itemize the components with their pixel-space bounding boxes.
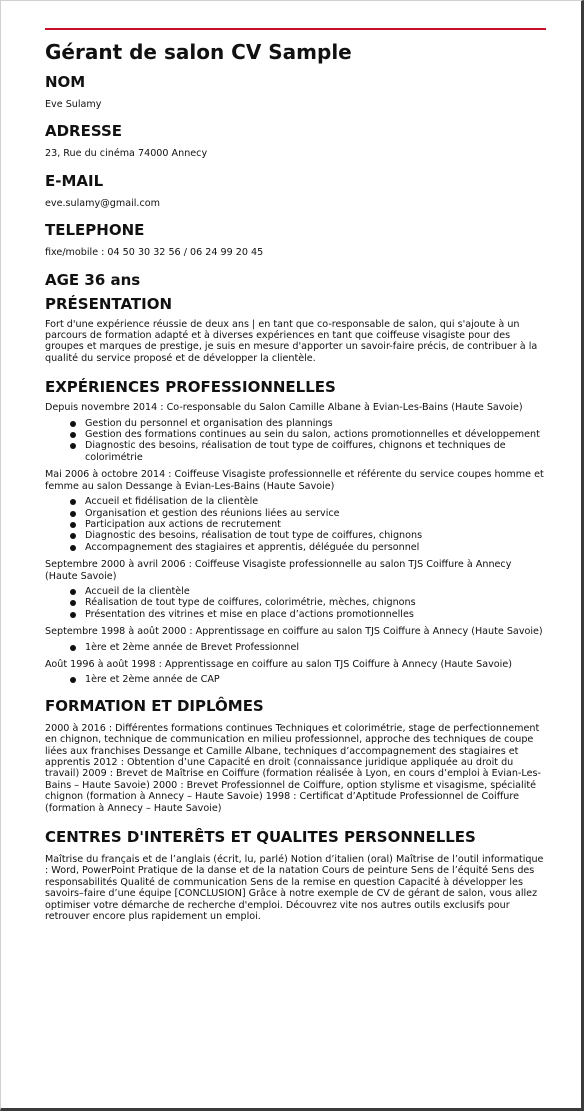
task-text: Accompagnement des stagiaires et apprentis, déléguée du personnel [85, 541, 420, 553]
job-tasks [45, 674, 545, 685]
list-item [85, 586, 545, 597]
bullet-icon [70, 421, 76, 427]
list-item [85, 496, 545, 507]
bullet-icon [70, 677, 76, 683]
job-title: Depuis novembre 2014 : Co-responsable du Salon Camille Albane à Evian-Les-Bains (Haute Savoie) [45, 402, 523, 414]
bullet-icon [70, 511, 76, 517]
job-entry [45, 469, 545, 553]
list-item [85, 609, 545, 620]
bullet-icon [70, 600, 76, 606]
formation-text: 2000 à 2016 : Différentes formations continues Techniques et colorimétrie, stage de perfectionnement en chignon, technique de communication en milieu professionnel, approche des techniques de coupe liées aux franchises Dessange et Camille Albane, techniques d’accompagnement des stagiaires et apprentis 2012 : Obtention d’une Capacité en droit (connaissance juridique appliquée au droit du travail) 2009 : Brevet de Maîtrise en Coiffure (formation réalisée à Lyon, en cours d’emploi à Evian-Les-Bains – Haute Savoie) 2000 : Brevet Professionnel de Coiffure, option stylisme et visagisme, spécialité chignon (formation à Annecy – Haute Savoie) 1998 : Certificat d’Aptitude Professionnel de Coiffure (formation à Annecy – Haute Savoie) [45, 722, 541, 814]
section-heading: PRÉSENTATION [45, 294, 173, 313]
job-title: Septembre 1998 à août 2000 : Apprentissage en coiffure au salon TJS Coiffure à Annecy (Haute Savoie) [45, 626, 543, 638]
list-item [85, 597, 545, 608]
task-text: Accueil et fidélisation de la clientèle [85, 496, 259, 508]
section-presentation [45, 293, 545, 365]
job-tasks [45, 418, 545, 464]
bullet-icon [70, 545, 76, 551]
job-title: Mai 2006 à octobre 2014 : Coiffeuse Visagiste professionnelle et référente du service coupes homme et femme au salon Dessange à Evian-Les-Bains (Haute Savoie) [45, 469, 544, 492]
list-item [85, 418, 545, 429]
task-text: 1ère et 2ème année de Brevet Professionnel [85, 641, 300, 653]
job-entry [45, 402, 545, 463]
list-item [85, 642, 545, 653]
bullet-icon [70, 589, 76, 595]
list-item [85, 508, 545, 519]
cv-content [45, 39, 545, 931]
task-text: Gestion des formations continues au sein du salon, actions promotionnelles et développement [85, 429, 540, 441]
job-entry [45, 659, 545, 686]
address-value: 23, Rue du cinéma 74000 Annecy [45, 148, 208, 160]
section-age [45, 269, 545, 291]
job-title: Septembre 2000 à avril 2006 : Coiffeuse Visagiste professionnelle au salon TJS Coiffure à Annecy (Haute Savoie) [45, 559, 512, 582]
list-item [85, 519, 545, 530]
job-tasks [45, 586, 545, 620]
section-heading: EXPÉRIENCES PROFESSIONNELLES [45, 378, 336, 397]
section-formation [45, 695, 545, 814]
header-rule [45, 28, 546, 30]
bullet-icon [70, 612, 76, 618]
section-heading: CENTRES D'INTERÊTS ET QUALITES PERSONNELLES [45, 828, 476, 847]
task-text: Réalisation de tout type de coiffures, colorimétrie, mèches, chignons [85, 597, 416, 609]
presentation-text: Fort d'une expérience réussie de deux ans | en tant que co-responsable de salon, qui s'ajoute à un parcours de formation adapté et à diverses expériences en tant que coiffeuse visagiste pour des groupes et marques de prestige, je suis en mesure d'apporter un savoir-faire précis, de contribuer à la qualité du service proposé et de développer la clientèle. [45, 318, 538, 364]
list-item [85, 674, 545, 685]
bullet-icon [70, 645, 76, 651]
job-tasks [45, 642, 545, 653]
list-item [85, 429, 545, 440]
section-email [45, 170, 545, 209]
jobs-list [45, 402, 545, 686]
task-text: Participation aux actions de recrutement [85, 518, 281, 530]
section-heading: FORMATION ET DIPLÔMES [45, 696, 264, 715]
list-item [85, 530, 545, 541]
section-heading: TELEPHONE [45, 221, 145, 240]
section-heading: ADRESSE [45, 122, 123, 141]
job-tasks [45, 496, 545, 553]
section-experiences [45, 376, 545, 686]
section-centres [45, 826, 545, 922]
section-heading: E-MAIL [45, 171, 104, 190]
job-entry [45, 626, 545, 653]
email-value: eve.sulamy@gmail.com [45, 197, 160, 209]
job-entry [45, 559, 545, 620]
age-heading: AGE 36 ans [45, 270, 141, 289]
bullet-icon [70, 443, 76, 449]
name-value: Eve Sulamy [45, 99, 102, 110]
section-nom [45, 71, 545, 110]
section-telephone [45, 219, 545, 258]
task-text: Gestion du personnel et organisation des plannings [85, 417, 333, 429]
centres-text: Maîtrise du français et de l’anglais (écrit, lu, parlé) Notion d’italien (oral) Maîtrise de l’outil informatique : Word, PowerPoint Pratique de la danse et de la natation Cours de peinture Sens de l’équité Sens des responsabilités Qualité de communication Sens de la remise en question Capacité à développer les savoirs–faire d’une équipe [CONCLUSION] Grâce à notre exemple de CV de gérant de salon, vous allez optimiser votre démarche de recherche d'emploi. Découvrez vite nos autres outils exclusifs pour retrouver encore plus rapidement un emploi. [45, 854, 544, 923]
section-adresse [45, 120, 545, 159]
telephone-value: fixe/mobile : 04 50 30 32 56 / 06 24 99 20 45 [45, 247, 264, 259]
section-heading: NOM [45, 73, 86, 91]
task-text: Présentation des vitrines et mise en place d’actions promotionnelles [85, 608, 414, 620]
task-text: Diagnostic des besoins, réalisation de tout type de coiffures, chignons [85, 530, 423, 542]
bullet-icon [70, 522, 76, 528]
task-text: Diagnostic des besoins, réalisation de tout type de coiffures, chignons et techniques de colorimétrie [85, 440, 506, 463]
bullet-icon [70, 432, 76, 438]
task-text: Accueil de la clientèle [85, 585, 190, 597]
list-item [85, 440, 545, 463]
task-text: 1ère et 2ème année de CAP [85, 674, 220, 686]
page-title: Gérant de salon CV Sample [45, 40, 352, 64]
list-item [85, 542, 545, 553]
bullet-icon [70, 533, 76, 539]
bullet-icon [70, 499, 76, 505]
job-title: Août 1996 à août 1998 : Apprentissage en coiffure au salon TJS Coiffure à Annecy (Haute Savoie) [45, 658, 512, 670]
task-text: Organisation et gestion des réunions liées au service [85, 507, 340, 519]
